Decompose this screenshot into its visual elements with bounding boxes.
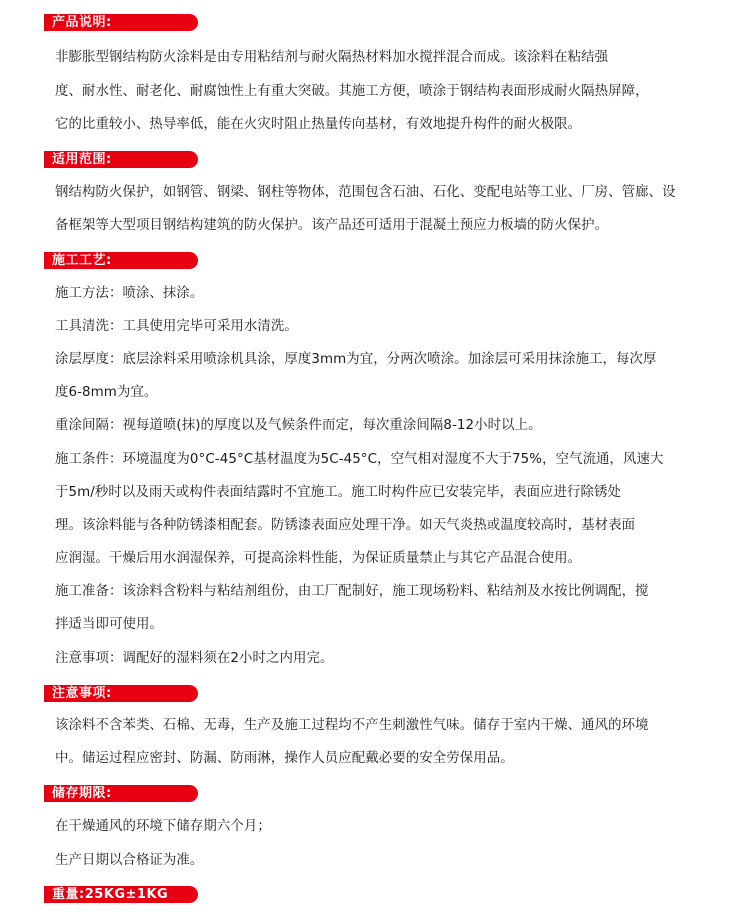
construction-process-line: 应润湿。干燥后用水润湿保养，可提高涂料性能，为保证质量禁止与其它产品混合使用。 (55, 551, 582, 566)
section-title-weight: 重量:25KG±1KG (44, 886, 198, 903)
construction-process-line: 度6-8mm为宜。 (55, 385, 158, 400)
product-description-line: 非膨胀型钢结构防火涂料是由专用粘结剂与耐火隔热材料加水搅拌混合而成。该涂料在粘结强 (55, 50, 609, 65)
construction-process-line: 涂层厚度：底层涂料采用喷涂机具涂，厚度3mm为宜，分两次喷涂。加涂层可采用抹涂施工，每次厚 (55, 352, 657, 367)
section-title-construction-process: 施工工艺: (44, 252, 198, 269)
construction-process-line: 施工条件：环境温度为0°C-45°C基材温度为5C-45°C，空气相对湿度不大于75%，空气流通，风速大 (55, 452, 664, 467)
storage-period-line: 在干燥通风的环境下储存期六个月； (55, 819, 271, 834)
application-scope-line: 钢结构防火保护，如钢管、钢梁、钢柱等物体，范围包含石油、石化、变配电站等工业、厂房、管廊、设 (55, 185, 676, 200)
section-title-storage-period: 储存期限: (44, 785, 198, 802)
precautions-line: 中。储运过程应密封、防漏、防雨淋，操作人员应配戴必要的安全劳保用品。 (55, 751, 514, 766)
construction-process-line: 施工方法：喷涂、抹涂。 (55, 286, 204, 301)
section-title-product-description: 产品说明: (44, 14, 198, 31)
construction-process-line: 于5m/秒时以及雨天或构件表面结露时不宜施工。施工时构件应已安装完毕，表面应进行除锈处 (55, 485, 621, 500)
construction-process-line: 理。该涂料能与各种防锈漆相配套。防锈漆表面应处理干净。如天气炎热或温度较高时，基材表面 (55, 518, 636, 533)
application-scope-line: 备框架等大型项目钢结构建筑的防火保护。该产品还可适用于混凝土预应力板墙的防火保护。 (55, 218, 609, 233)
product-description-line: 它的比重较小、热导率低，能在火灾时阻止热量传向基材，有效地提升构件的耐火极限。 (55, 117, 582, 132)
construction-process-line: 拌适当即可使用。 (55, 617, 163, 632)
construction-process-line: 注意事项：调配好的湿料须在2小时之内用完。 (55, 651, 334, 666)
section-title-application-scope: 适用范围: (44, 151, 198, 168)
construction-process-line: 工具清洗：工具使用完毕可采用水清洗。 (55, 319, 298, 334)
storage-period-line: 生产日期以合格证为准。 (55, 853, 204, 868)
precautions-line: 该涂料不含苯类、石棉、无毒，生产及施工过程均不产生刺激性气味。储存于室内干燥、通风的环境 (55, 718, 649, 733)
construction-process-line: 重涂间隔：视每道喷(抹)的厚度以及气候条件而定，每次重涂间隔8-12小时以上。 (55, 418, 542, 433)
section-title-precautions: 注意事项: (44, 685, 198, 702)
construction-process-line: 施工准备：该涂料含粉料与粘结剂组份，由工厂配制好，施工现场粉料、粘结剂及水按比例调配，搅 (55, 584, 649, 599)
product-description-line: 度、耐水性、耐老化、耐腐蚀性上有重大突破。其施工方便，喷涂于钢结构表面形成耐火隔热屏障， (55, 84, 649, 99)
